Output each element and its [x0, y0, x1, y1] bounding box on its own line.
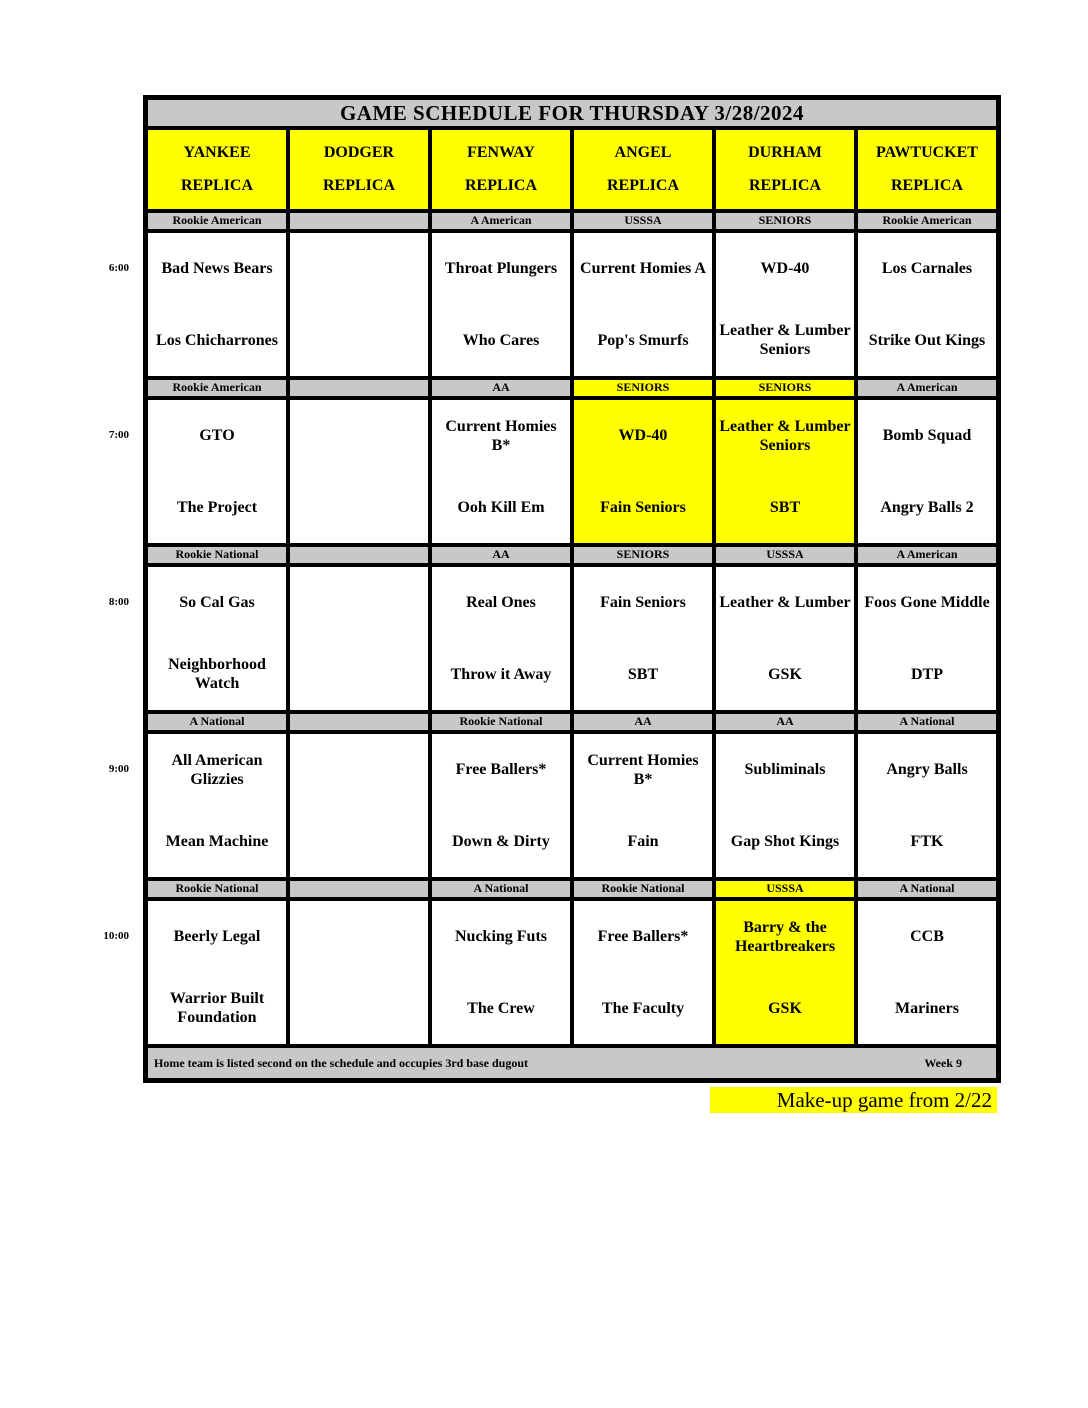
away-team: Free Ballers*: [597, 928, 689, 946]
field-sub: REPLICA: [180, 177, 253, 194]
away-team: Leather & Lumber: [719, 594, 851, 612]
field-header-pawtucket: [856, 128, 998, 211]
away-team: WD-40: [618, 427, 668, 445]
home-team: Down & Dirty: [452, 832, 550, 850]
game-cell: [288, 565, 430, 712]
home-team: [290, 973, 428, 1045]
home-team: [290, 806, 428, 878]
game-cell: [714, 565, 856, 712]
field-name: PAWTUCKET: [876, 144, 978, 161]
home-team: Leather & Lumber Seniors: [719, 322, 851, 359]
home-team: SBT: [627, 665, 659, 683]
league-label: AA: [714, 712, 856, 732]
away-team: Los Carnales: [881, 260, 973, 278]
away-team: Leather & Lumber Seniors: [719, 417, 851, 454]
league-label: AA: [430, 378, 572, 398]
home-team: Who Cares: [462, 331, 540, 349]
footer-note: Home team is listed second on the schedule and occupies 3rd base dugout: [154, 1055, 529, 1070]
league-label: [288, 211, 430, 231]
league-label: Rookie American: [856, 211, 998, 231]
league-row-600: [146, 211, 998, 231]
home-team: The Project: [176, 498, 258, 516]
away-team: Current Homies A: [580, 260, 706, 278]
league-label: Rookie National: [146, 545, 288, 565]
game-cell: [856, 732, 998, 879]
home-team: Pop's Smurfs: [597, 331, 689, 349]
home-team: Mariners: [895, 999, 959, 1017]
game-cell: [572, 899, 714, 1046]
home-team: Gap Shot Kings: [730, 832, 840, 850]
league-label: Rookie National: [430, 712, 572, 732]
game-cell: [288, 899, 430, 1046]
game-cell: [288, 398, 430, 545]
field-name: DURHAM: [748, 144, 822, 161]
away-team: [290, 233, 428, 305]
home-team: The Faculty: [601, 999, 685, 1017]
game-cell: [856, 231, 998, 378]
game-cell: [288, 231, 430, 378]
field-name: DODGER: [323, 144, 395, 161]
game-row-1000: [146, 899, 998, 1046]
away-team: Angry Balls: [886, 761, 968, 779]
time-label: 10:00: [103, 930, 129, 942]
league-label: USSSA: [714, 879, 856, 899]
game-cell: [146, 899, 288, 1046]
league-label: SENIORS: [572, 545, 714, 565]
away-team: Free Ballers*: [455, 761, 547, 779]
league-label: A National: [856, 879, 998, 899]
league-label: Rookie National: [572, 879, 714, 899]
home-team: [290, 305, 428, 377]
home-team: Angry Balls 2: [880, 498, 974, 516]
field-header-durham: [714, 128, 856, 211]
league-label: A National: [856, 712, 998, 732]
league-label: USSSA: [572, 211, 714, 231]
away-team: Fain Seniors: [600, 594, 686, 612]
game-cell: [430, 231, 572, 378]
week-label: Week 9: [924, 1055, 962, 1070]
time-label: 8:00: [108, 596, 129, 608]
league-label: Rookie American: [146, 378, 288, 398]
game-cell: [856, 565, 998, 712]
game-cell: [572, 398, 714, 545]
game-cell: [430, 899, 572, 1046]
game-row-600: [146, 231, 998, 378]
home-team: SBT: [769, 498, 801, 516]
away-team: Real Ones: [466, 594, 536, 612]
away-team: CCB: [910, 928, 944, 946]
away-team: Barry & the Heartbreakers: [734, 918, 836, 955]
game-cell: [714, 732, 856, 879]
league-label: [288, 712, 430, 732]
home-team: GSK: [768, 665, 802, 683]
away-team: GTO: [199, 427, 235, 445]
field-header-angel: [572, 128, 714, 211]
home-team: Fain Seniors: [600, 498, 686, 516]
league-label: A National: [430, 879, 572, 899]
field-name: FENWAY: [467, 144, 535, 161]
game-cell: [572, 565, 714, 712]
league-label: AA: [430, 545, 572, 565]
league-label: SENIORS: [572, 378, 714, 398]
league-row-800: [146, 545, 998, 565]
game-cell: [146, 398, 288, 545]
home-team: Fain: [627, 832, 659, 850]
field-name: ANGEL: [614, 144, 672, 161]
away-team: Bomb Squad: [882, 427, 972, 445]
game-cell: [430, 398, 572, 545]
game-cell: [146, 565, 288, 712]
away-team: [290, 901, 428, 973]
league-label: A American: [430, 211, 572, 231]
home-team: GSK: [768, 999, 802, 1017]
home-team: FTK: [910, 832, 944, 850]
league-row-1000: [146, 879, 998, 899]
home-team: Warrior Built Foundation: [169, 990, 265, 1027]
game-row-700: [146, 398, 998, 545]
game-row-800: [146, 565, 998, 712]
game-cell: [146, 231, 288, 378]
home-team: Mean Machine: [165, 832, 269, 850]
game-cell: [430, 732, 572, 879]
page-title: GAME SCHEDULE FOR THURSDAY 3/28/2024: [146, 98, 998, 128]
league-row-900: [146, 712, 998, 732]
league-label: [288, 378, 430, 398]
game-cell: [288, 732, 430, 879]
field-header-dodger: [288, 128, 430, 211]
away-team: Throat Plungers: [444, 260, 558, 278]
home-team: [290, 472, 428, 544]
away-team: [290, 734, 428, 806]
field-header-yankee: [146, 128, 288, 211]
league-label: SENIORS: [714, 378, 856, 398]
home-team: Ooh Kill Em: [457, 498, 545, 516]
league-label: SENIORS: [714, 211, 856, 231]
home-team: Los Chicharrones: [156, 331, 278, 349]
league-label: A National: [146, 712, 288, 732]
field-sub: REPLICA: [748, 177, 821, 194]
time-label: 9:00: [108, 763, 129, 775]
makeup-note: Make-up game from 2/22: [710, 1087, 997, 1113]
away-team: Subliminals: [744, 761, 826, 779]
field-sub: REPLICA: [890, 177, 963, 194]
field-sub: REPLICA: [464, 177, 537, 194]
home-team: Throw it Away: [450, 665, 552, 683]
away-team: All American Glizzies: [171, 751, 263, 788]
league-label: Rookie American: [146, 211, 288, 231]
field-header-fenway: [430, 128, 572, 211]
away-team: Current Homies B*: [445, 417, 557, 454]
league-label: A American: [856, 545, 998, 565]
game-cell: [714, 398, 856, 545]
schedule-table: [143, 95, 1001, 1083]
league-label: [288, 545, 430, 565]
away-team: [290, 567, 428, 639]
away-team: Current Homies B*: [587, 751, 699, 788]
time-label: 6:00: [108, 262, 129, 274]
game-cell: [572, 732, 714, 879]
time-label: 7:00: [108, 429, 129, 441]
away-team: Bad News Bears: [161, 260, 273, 278]
away-team: Foos Gone Middle: [864, 594, 990, 612]
league-label: [288, 879, 430, 899]
game-cell: [714, 899, 856, 1046]
league-row-700: [146, 378, 998, 398]
league-label: USSSA: [714, 545, 856, 565]
league-label: AA: [572, 712, 714, 732]
footer-bar: [146, 1046, 998, 1080]
home-team: DTP: [911, 665, 943, 683]
home-team: Strike Out Kings: [868, 331, 986, 349]
field-header-row: [146, 128, 998, 211]
field-sub: REPLICA: [322, 177, 395, 194]
home-team: Neighborhood Watch: [168, 656, 266, 693]
game-cell: [856, 899, 998, 1046]
home-team: [290, 639, 428, 711]
game-cell: [714, 231, 856, 378]
game-cell: [430, 565, 572, 712]
away-team: So Cal Gas: [179, 594, 255, 612]
home-team: The Crew: [467, 999, 535, 1017]
away-team: Beerly Legal: [173, 928, 261, 946]
game-cell: [856, 398, 998, 545]
game-row-900: [146, 732, 998, 879]
away-team: [290, 400, 428, 472]
game-cell: [146, 732, 288, 879]
game-cell: [572, 231, 714, 378]
league-label: A American: [856, 378, 998, 398]
away-team: WD-40: [760, 260, 810, 278]
field-name: YANKEE: [183, 144, 251, 161]
away-team: Nucking Futs: [454, 928, 548, 946]
field-sub: REPLICA: [606, 177, 679, 194]
league-label: Rookie National: [146, 879, 288, 899]
